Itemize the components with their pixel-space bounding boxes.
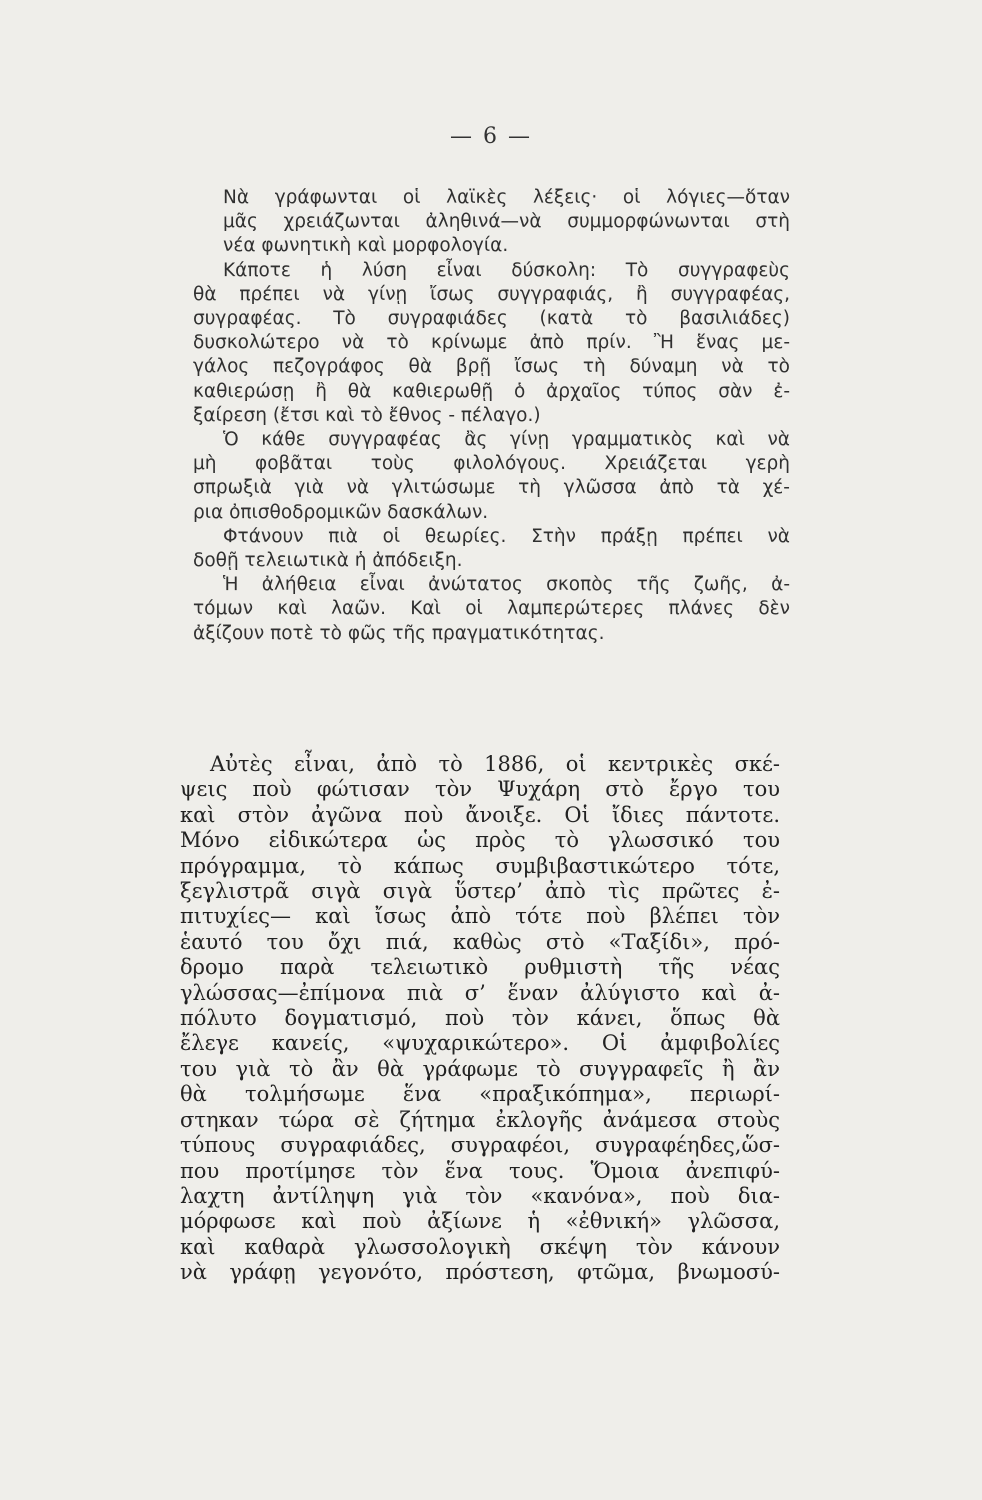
- quoted-passage: [193, 186, 790, 646]
- text-line: νὰ γράφῃ γεγονότο, πρόστεση, φτῶμα, βνωμοσύ-: [180, 1260, 780, 1285]
- text-line: πιτυχίες— καὶ ἴσως ἀπὸ τότε ποὺ βλέπει τὸν: [180, 904, 780, 929]
- text-line: Κάποτε ἡ λύση εἶναι δύσκολη: Τὸ συγγραφεὺς: [223, 259, 790, 281]
- text-line: πρόγραμμα, τὸ κάπως συμβιβαστικώτερο τότε,: [180, 853, 780, 878]
- main-paragraph: [180, 752, 780, 1286]
- text-line: τύπους συγραφιάδες, συγραφέοι, συγραφέηδες,ὥσ-: [180, 1133, 780, 1158]
- text-line: του γιὰ τὸ ἂν θὰ γράφωμε τὸ συγγραφεῖς ἢ ἂν: [180, 1056, 780, 1081]
- text-line: Ὁ κάθε συγγραφέας ἂς γίνῃ γραμματικὸς καὶ νὰ: [223, 429, 790, 451]
- text-line: δοθῇ τελειωτικὰ ἡ ἀπόδειξη.: [193, 550, 463, 572]
- text-line: καὶ καθαρὰ γλωσσολογικὴ σκέψη τὸν κάνουν: [180, 1234, 780, 1259]
- quote-paragraph: [193, 259, 790, 428]
- text-line: ξεγλιστρᾶ σιγὰ σιγὰ ὕστερ’ ἀπὸ τὶς πρῶτες ἐ-: [180, 879, 780, 904]
- text-line: Φτάνουν πιὰ οἱ θεωρίες. Στὴν πράξῃ πρέπει νὰ: [223, 525, 790, 547]
- text-line: ξαίρεση (ἔτσι καὶ τὸ ἔθνος - πέλαγο.): [193, 404, 541, 426]
- text-line: θὰ τολμήσωμε ἕνα «πραξικόπημα», περιωρί-: [180, 1082, 780, 1107]
- quote-paragraph: [193, 186, 790, 259]
- text-line: ἑαυτό του ὄχι πιά, καθὼς στὸ «Ταξίδι», πρό-: [180, 929, 780, 954]
- text-line: ἔλεγε κανείς, «ψυχαρικώτερο». Οἱ ἀμφιβολίες: [180, 1031, 780, 1056]
- text-line: μόρφωσε καὶ ποὺ ἀξίωνε ἡ «ἐθνική» γλῶσσα,: [180, 1209, 780, 1234]
- text-line: ρια ὀπισθοδρομικῶν δασκάλων.: [193, 501, 489, 523]
- text-line: καὶ στὸν ἀγῶνα ποὺ ἄνοιξε. Οἱ ἴδιες πάντοτε.: [180, 802, 780, 827]
- text-line: Αὐτὲς εἶναι, ἀπὸ τὸ 1886, οἱ κεντρικὲς σκέ-: [210, 752, 780, 776]
- main-text: [180, 752, 780, 1286]
- text-line: Ἡ ἀλήθεια εἶναι ἀνώτατος σκοπὸς τῆς ζωῆς, ἀ-: [223, 574, 790, 596]
- text-line: καθιερώσῃ ἢ θὰ καθιερωθῇ ὁ ἀρχαῖος τύπος σὰν ἐ-: [193, 380, 790, 402]
- text-line: τόμων καὶ λαῶν. Καὶ οἱ λαμπερώτερες πλάνες δὲν: [193, 598, 790, 620]
- text-line: λαχτη ἀντίληψη γιὰ τὸν «κανόνα», ποὺ δια-: [180, 1183, 780, 1208]
- quote-paragraph: [193, 573, 790, 646]
- text-line: θὰ πρέπει νὰ γίνῃ ἴσως συγγραφιάς, ἢ συγγραφέας,: [193, 283, 790, 305]
- text-line: Νὰ γράφωνται οἱ λαϊκὲς λέξεις· οἱ λόγιες—ὅταν: [223, 187, 790, 208]
- text-line: γλώσσας—ἐπίμονα πιὰ σ’ ἕναν ἀλύγιστο καὶ ἀ-: [180, 980, 780, 1005]
- text-line: μᾶς χρειάζωνται ἀληθινά—νὰ συμμορφώνωνται στὴ: [223, 211, 790, 233]
- text-line: πόλυτο δογματισμό, ποὺ τὸν κάνει, ὅπως θὰ: [180, 1006, 780, 1031]
- quote-paragraph: [193, 525, 790, 573]
- text-line: σπρωξιὰ γιὰ νὰ γλιτώσωμε τὴ γλῶσσα ἀπὸ τὰ χέ-: [193, 477, 790, 499]
- text-line: ψεις ποὺ φώτισαν τὸν Ψυχάρη στὸ ἔργο του: [180, 777, 780, 802]
- text-line: στηκαν τώρα σὲ ζήτημα ἐκλογῆς ἀνάμεσα στοὺς: [180, 1107, 780, 1132]
- text-line: νέα φωνητικὴ καὶ μορφολογία.: [223, 235, 509, 257]
- text-line: Μόνο εἰδικώτερα ὡς πρὸς τὸ γλωσσικό του: [180, 828, 780, 853]
- page-number: — 6 —: [450, 124, 532, 149]
- text-line: δρομο παρὰ τελειωτικὸ ρυθμιστὴ τῆς νέας: [180, 955, 780, 980]
- text-line: γάλος πεζογράφος θὰ βρῇ ἴσως τὴ δύναμη νὰ τὸ: [193, 356, 790, 378]
- text-line: δυσκολώτερο νὰ τὸ κρίνωμε ἀπὸ πρίν. Ἢ ἕνας με-: [193, 332, 790, 354]
- text-line: συγραφέας. Τὸ συγραφιάδες (κατὰ τὸ βασιλιάδες): [193, 308, 790, 330]
- text-line: μὴ φοβᾶται τοὺς φιλολόγους. Χρειάζεται γερὴ: [193, 453, 790, 475]
- quote-paragraph: [193, 428, 790, 525]
- text-line: ἀξίζουν ποτὲ τὸ φῶς τῆς πραγματικότητας.: [193, 622, 605, 644]
- text-line: που προτίμησε τὸν ἕνα τους. Ὅμοια ἀνεπιφύ-: [180, 1158, 780, 1183]
